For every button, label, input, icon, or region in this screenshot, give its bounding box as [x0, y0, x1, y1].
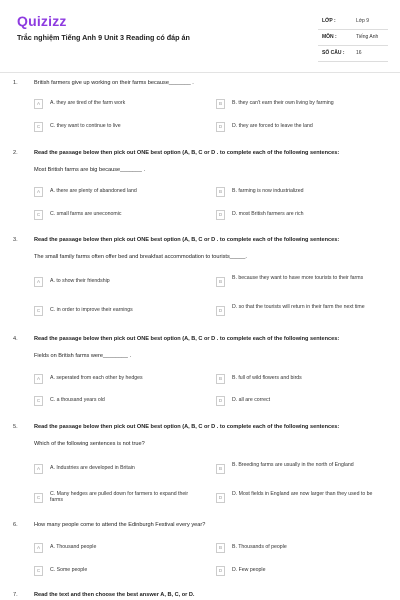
option-d[interactable]	[216, 304, 386, 318]
option-c[interactable]	[34, 304, 204, 318]
option-letter: C	[34, 493, 43, 503]
question-instruction: Read the passage below then pick out ONE best option (A, B, C or D . to complete each of the following sentences:	[34, 237, 340, 243]
quizizz-logo: Quizizz	[17, 13, 67, 29]
meta-count-value: 16	[356, 50, 362, 56]
option-text: A. to show their friendship	[50, 278, 110, 284]
option-letter: A	[34, 543, 43, 553]
option-a[interactable]	[34, 97, 204, 111]
header	[0, 0, 400, 72]
option-letter: B	[216, 464, 225, 474]
meta-count-key: SỐ CÂU :	[322, 50, 345, 56]
option-b[interactable]	[216, 97, 386, 111]
option-text: D. Most fields in England are now larger than they used to be	[232, 491, 373, 497]
option-text: C. in order to improve their earnings	[50, 307, 133, 313]
option-letter: B	[216, 374, 225, 384]
option-text: C. Many hedges are pulled down for farmers to expand their farms	[50, 491, 189, 504]
option-a[interactable]	[34, 541, 204, 555]
option-text: D. so that the tourists will return in their farm the next time	[232, 304, 365, 310]
question-number: 1.	[13, 80, 18, 86]
option-a[interactable]	[34, 185, 204, 199]
meta-grade-key: LỚP :	[322, 18, 336, 24]
option-c[interactable]	[34, 491, 204, 505]
question-number: 4.	[13, 336, 18, 342]
option-b[interactable]	[216, 372, 386, 386]
meta-subject-value: Tiếng Anh	[356, 34, 379, 40]
option-text: C. small farms are uneconomic	[50, 211, 122, 217]
option-text: C. a thousand years old	[50, 397, 105, 403]
option-letter: C	[34, 306, 43, 316]
option-d[interactable]	[216, 491, 386, 505]
option-letter: B	[216, 543, 225, 553]
option-letter: D	[216, 122, 225, 132]
option-letter: A	[34, 464, 43, 474]
question-instruction: Read the passage below then pick out ONE best option (A, B, C or D . to complete each of the following sentences:	[34, 150, 340, 156]
option-letter: B	[216, 277, 225, 287]
question-text: Most British farms are big because_______ .	[34, 167, 146, 173]
question-number: 5.	[13, 424, 18, 430]
question-instruction: Read the passage below then pick out ONE best option (A, B, C or D . to complete each of the following sentences:	[34, 336, 340, 342]
option-text: D. they are forced to leave the land	[232, 123, 313, 129]
option-letter: D	[216, 396, 225, 406]
option-text: A. Thousand people	[50, 544, 97, 550]
option-a[interactable]	[34, 372, 204, 386]
option-c[interactable]	[34, 394, 204, 408]
option-letter: C	[34, 122, 43, 132]
option-text: A. they are tired of the farm work	[50, 100, 126, 106]
option-b[interactable]	[216, 541, 386, 555]
option-text: B. Breeding farms are usually in the north of England	[232, 462, 354, 468]
option-letter: D	[216, 493, 225, 503]
meta-subject-key: MÔN :	[322, 34, 337, 40]
question-text: Which of the following sentences is not true?	[34, 441, 145, 447]
meta-grade-value: Lớp 9	[356, 18, 370, 24]
option-text: C. they want to continue to live	[50, 123, 121, 129]
question-number: 7.	[13, 592, 18, 598]
option-text: D. Few people	[232, 567, 266, 573]
header-divider	[0, 72, 400, 73]
option-text: B. farming is now industrialized	[232, 188, 304, 194]
option-text: C. Some people	[50, 567, 88, 573]
option-letter: D	[216, 210, 225, 220]
option-text: D. all are correct	[232, 397, 271, 403]
question-instruction: Read the passage below then pick out ONE best option (A, B, C or D . to complete each of the following sentences:	[34, 424, 340, 430]
option-letter: A	[34, 374, 43, 384]
meta-count	[318, 46, 388, 62]
question-instruction: Read the text and then choose the best answer A, B, C, or D.	[34, 592, 195, 598]
option-letter: B	[216, 99, 225, 109]
question-number: 2.	[13, 150, 18, 156]
option-letter: B	[216, 187, 225, 197]
option-text: A. seperated from each other by hedges	[50, 375, 143, 381]
question-number: 3.	[13, 237, 18, 243]
option-c[interactable]	[34, 208, 204, 222]
option-b[interactable]	[216, 185, 386, 199]
page-title: Trắc nghiệm Tiếng Anh 9 Unit 3 Reading có đáp án	[17, 33, 190, 42]
option-letter: C	[34, 210, 43, 220]
question-text: Fields on British farms were________ .	[34, 353, 132, 359]
option-letter: C	[34, 566, 43, 576]
question-text: British farmers give up working on their farms because_______ .	[34, 80, 194, 86]
option-a[interactable]	[34, 462, 204, 476]
option-text: B. full of wild flowers and birds	[232, 375, 302, 381]
option-text: B. because they want to have more tourists to their farms	[232, 275, 364, 281]
option-letter: C	[34, 396, 43, 406]
option-text: D. most British farmers are rich	[232, 211, 304, 217]
option-text: A. there are plenty of abandoned land	[50, 188, 137, 194]
meta-subject	[318, 30, 388, 46]
option-letter: A	[34, 187, 43, 197]
option-c[interactable]	[34, 120, 204, 134]
option-b[interactable]	[216, 275, 386, 289]
option-b[interactable]	[216, 462, 386, 476]
option-d[interactable]	[216, 394, 386, 408]
option-text: B. they can't earn their own living by farming	[232, 100, 334, 106]
option-letter: D	[216, 306, 225, 316]
option-d[interactable]	[216, 120, 386, 134]
option-d[interactable]	[216, 564, 386, 578]
option-text: B. Thousands of people	[232, 544, 287, 550]
option-a[interactable]	[34, 275, 204, 289]
option-letter: D	[216, 566, 225, 576]
option-letter: A	[34, 99, 43, 109]
meta-grade	[318, 14, 388, 30]
question-number: 6.	[13, 522, 18, 528]
option-c[interactable]	[34, 564, 204, 578]
option-letter: A	[34, 277, 43, 287]
option-text: A. Industries are developed in Britain	[50, 465, 135, 471]
question-text: The small family farms often offer bed and breakfast accommodation to tourists_____.	[34, 254, 247, 260]
question-text: How many people come to attend the Edinburgh Festival every year?	[34, 522, 206, 528]
option-d[interactable]	[216, 208, 386, 222]
